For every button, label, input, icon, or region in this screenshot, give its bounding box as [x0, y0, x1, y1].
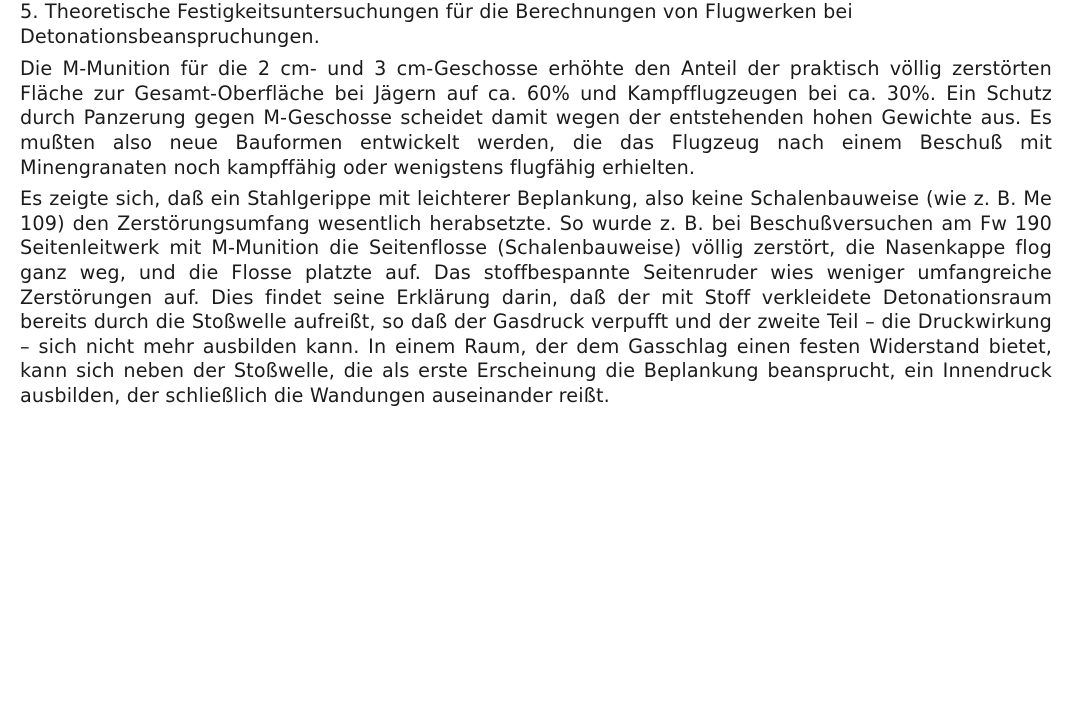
section-heading: 5. Theoretische Festigkeitsuntersuchungen für die Berechnungen von Flugwerken bei Detonationsbeanspruchungen. — [20, 0, 853, 48]
paragraph-munition: Die M-Munition für die 2 cm- und 3 cm-Geschosse erhöhte den Anteil der praktisch völlig zerstörten Fläche zur Gesamt-Oberfläche bei Jägern auf ca. 60% und Kampfflugzeugen bei ca. 30%. Ein Schutz durch Panzerung gegen M-Geschosse scheidet damit wegen der entstehenden hohen Gewichte aus. Es mußten also neue Bauformen entwickelt werden, die das Flugzeug nach einem Beschuß mit Minengranaten noch kampffähig oder wenigstens flugfähig erhielten. — [20, 57, 1052, 179]
paragraph-steel-frame: Es zeigte sich, daß ein Stahlgerippe mit leichterer Beplankung, also keine Schalenbauweise (wie z. B. Me 109) den Zerstörungsumfang wesentlich herabsetzte. So wurde z. B. bei Beschußversuchen am Fw 190 Seitenleitwerk mit M-Munition die Seitenflosse (Schalenbauweise) völlig zerstört, die Nasenkappe flog ganz weg, und die Flosse platzte auf. Das stoffbespannte Seitenruder wies weniger umfangreiche Zerstörungen auf. Dies findet seine Erklärung darin, daß der mit Stoff verkleidete Detonationsraum bereits durch die Stoßwelle aufreißt, so daß der Gasdruck verpufft und der zweite Teil – die Druckwirkung – sich nicht mehr ausbilden kann. In einem Raum, der dem Gasschlag einen festen Widerstand bietet, kann sich neben der Stoßwelle, die als erste Erscheinung die Beplankung beansprucht, ein Innendruck ausbilden, der schließlich die Wandungen auseinander reißt. — [20, 187, 1052, 407]
document-page — [20, 0, 1052, 409]
